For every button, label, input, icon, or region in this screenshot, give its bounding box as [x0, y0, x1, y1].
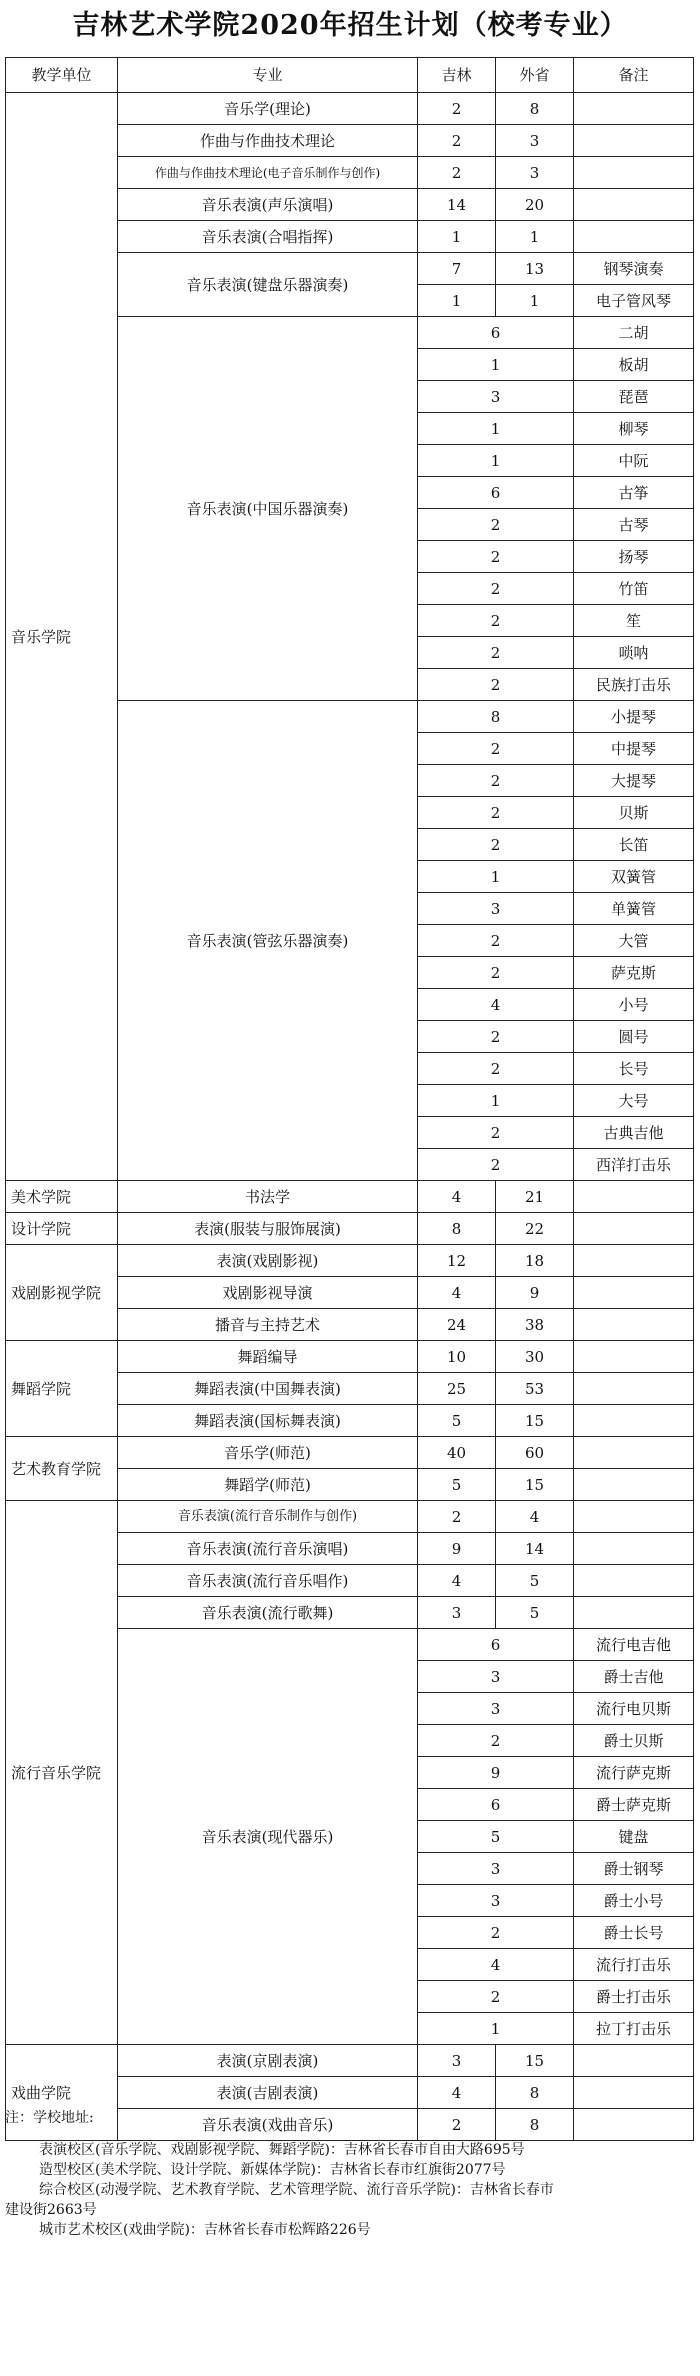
combined-count: 2 [418, 829, 574, 861]
major-cell: 书法学 [118, 1181, 418, 1213]
jilin-count: 24 [418, 1309, 496, 1341]
jilin-count: 3 [418, 2045, 496, 2077]
unit-cell: 戏曲学院 [6, 2045, 118, 2141]
page-title: 吉林艺术学院2020年招生计划（校考专业） [72, 10, 628, 41]
jilin-count: 2 [418, 93, 496, 125]
jilin-count: 2 [418, 2109, 496, 2141]
remark-cell: 爵士吉他 [574, 1661, 694, 1693]
major-cell: 表演(服装与服饰展演) [118, 1213, 418, 1245]
combined-count: 1 [418, 1085, 574, 1117]
combined-count: 2 [418, 1725, 574, 1757]
remark-cell: 大号 [574, 1085, 694, 1117]
address-notes [5, 2108, 695, 2240]
other-count: 13 [496, 253, 574, 285]
other-count: 18 [496, 1245, 574, 1277]
remark-cell: 爵士打击乐 [574, 1981, 694, 2013]
major-cell: 舞蹈编导 [118, 1341, 418, 1373]
jilin-count: 2 [418, 157, 496, 189]
remark-cell [574, 1213, 694, 1245]
combined-count: 1 [418, 413, 574, 445]
remark-cell: 长笛 [574, 829, 694, 861]
remark-cell: 双簧管 [574, 861, 694, 893]
combined-count: 1 [418, 445, 574, 477]
remark-cell: 萨克斯 [574, 957, 694, 989]
note-line: 城市艺术校区(戏曲学院)：吉林省长春市松辉路226号 [39, 2222, 371, 2238]
combined-count: 2 [418, 733, 574, 765]
notes-heading: 注：学校地址: [5, 2110, 94, 2126]
remark-cell: 爵士长号 [574, 1917, 694, 1949]
remark-cell: 大提琴 [574, 765, 694, 797]
unit-cell: 戏剧影视学院 [6, 1245, 118, 1341]
other-count: 30 [496, 1341, 574, 1373]
remark-cell [574, 157, 694, 189]
remark-cell: 爵士贝斯 [574, 1725, 694, 1757]
remark-cell: 板胡 [574, 349, 694, 381]
remark-cell [574, 189, 694, 221]
major-cell: 音乐表演(中国乐器演奏) [118, 317, 418, 701]
table-row [6, 1501, 694, 1533]
remark-cell [574, 1181, 694, 1213]
other-count: 60 [496, 1437, 574, 1469]
header-other: 外省 [496, 58, 574, 93]
major-cell: 作曲与作曲技术理论(电子音乐制作与创作) [118, 157, 418, 189]
jilin-count: 12 [418, 1245, 496, 1277]
other-count: 20 [496, 189, 574, 221]
jilin-count: 7 [418, 253, 496, 285]
other-count: 5 [496, 1565, 574, 1597]
remark-cell: 古筝 [574, 477, 694, 509]
remark-cell: 唢呐 [574, 637, 694, 669]
table-row [6, 1181, 694, 1213]
combined-count: 2 [418, 605, 574, 637]
remark-cell [574, 1469, 694, 1501]
table-body [6, 93, 694, 2141]
note-line: 表演校区(音乐学院、戏剧影视学院、舞蹈学院)：吉林省长春市自由大路695号 [39, 2142, 525, 2158]
enrollment-plan-table [5, 57, 694, 2141]
combined-count: 2 [418, 925, 574, 957]
remark-cell [574, 93, 694, 125]
remark-cell: 拉丁打击乐 [574, 2013, 694, 2045]
major-cell: 音乐表演(现代器乐) [118, 1629, 418, 2045]
major-cell: 音乐表演(声乐演唱) [118, 189, 418, 221]
remark-cell [574, 2077, 694, 2109]
unit-cell: 设计学院 [6, 1213, 118, 1245]
major-cell: 舞蹈学(师范) [118, 1469, 418, 1501]
remark-cell: 流行萨克斯 [574, 1757, 694, 1789]
combined-count: 1 [418, 861, 574, 893]
remark-cell [574, 125, 694, 157]
combined-count: 2 [418, 669, 574, 701]
combined-count: 4 [418, 989, 574, 1021]
table-row [6, 93, 694, 125]
remark-cell: 电子管风琴 [574, 285, 694, 317]
remark-cell [574, 1341, 694, 1373]
other-count: 3 [496, 157, 574, 189]
jilin-count: 2 [418, 125, 496, 157]
other-count: 8 [496, 2109, 574, 2141]
remark-cell [574, 1309, 694, 1341]
remark-cell: 爵士小号 [574, 1885, 694, 1917]
combined-count: 2 [418, 541, 574, 573]
major-cell: 音乐学(理论) [118, 93, 418, 125]
table-row [6, 2045, 694, 2077]
remark-cell: 中提琴 [574, 733, 694, 765]
combined-count: 4 [418, 1949, 574, 1981]
note-line: 综合校区(动漫学院、艺术教育学院、艺术管理学院、流行音乐学院)：吉林省长春市 建设街2663号 [5, 2182, 554, 2218]
combined-count: 2 [418, 573, 574, 605]
jilin-count: 3 [418, 1597, 496, 1629]
unit-cell: 艺术教育学院 [6, 1437, 118, 1501]
remark-cell: 流行打击乐 [574, 1949, 694, 1981]
combined-count: 2 [418, 957, 574, 989]
unit-cell: 舞蹈学院 [6, 1341, 118, 1437]
jilin-count: 5 [418, 1469, 496, 1501]
table-row [6, 1437, 694, 1469]
combined-count: 2 [418, 1149, 574, 1181]
jilin-count: 4 [418, 2077, 496, 2109]
jilin-count: 9 [418, 1533, 496, 1565]
major-cell: 舞蹈表演(国标舞表演) [118, 1405, 418, 1437]
other-count: 15 [496, 1469, 574, 1501]
combined-count: 1 [418, 349, 574, 381]
remark-cell: 流行电吉他 [574, 1629, 694, 1661]
major-cell: 音乐表演(管弦乐器演奏) [118, 701, 418, 1181]
other-count: 9 [496, 1277, 574, 1309]
other-count: 21 [496, 1181, 574, 1213]
header-remark: 备注 [574, 58, 694, 93]
remark-cell: 小提琴 [574, 701, 694, 733]
jilin-count: 14 [418, 189, 496, 221]
remark-cell [574, 1245, 694, 1277]
combined-count: 6 [418, 477, 574, 509]
combined-count: 6 [418, 1629, 574, 1661]
unit-cell: 流行音乐学院 [6, 1501, 118, 2045]
other-count: 22 [496, 1213, 574, 1245]
major-cell: 表演(戏剧影视) [118, 1245, 418, 1277]
remark-cell: 长号 [574, 1053, 694, 1085]
note-line: 造型校区(美术学院、设计学院、新媒体学院)：吉林省长春市红旗街2077号 [39, 2162, 506, 2178]
remark-cell: 大管 [574, 925, 694, 957]
jilin-count: 10 [418, 1341, 496, 1373]
table-row [6, 1245, 694, 1277]
major-cell: 音乐表演(戏曲音乐) [118, 2109, 418, 2141]
remark-cell: 古琴 [574, 509, 694, 541]
jilin-count: 4 [418, 1565, 496, 1597]
combined-count: 2 [418, 509, 574, 541]
header-unit: 教学单位 [6, 58, 118, 93]
jilin-count: 25 [418, 1373, 496, 1405]
combined-count: 5 [418, 1821, 574, 1853]
major-cell: 表演(吉剧表演) [118, 2077, 418, 2109]
other-count: 1 [496, 285, 574, 317]
jilin-count: 5 [418, 1405, 496, 1437]
remark-cell: 钢琴演奏 [574, 253, 694, 285]
remark-cell [574, 1533, 694, 1565]
jilin-count: 1 [418, 221, 496, 253]
remark-cell: 琵琶 [574, 381, 694, 413]
combined-count: 6 [418, 317, 574, 349]
unit-cell: 音乐学院 [6, 93, 118, 1181]
combined-count: 3 [418, 1853, 574, 1885]
remark-cell: 二胡 [574, 317, 694, 349]
remark-cell [574, 1565, 694, 1597]
combined-count: 3 [418, 381, 574, 413]
remark-cell: 民族打击乐 [574, 669, 694, 701]
combined-count: 3 [418, 1693, 574, 1725]
major-cell: 作曲与作曲技术理论 [118, 125, 418, 157]
combined-count: 1 [418, 2013, 574, 2045]
other-count: 14 [496, 1533, 574, 1565]
combined-count: 2 [418, 765, 574, 797]
jilin-count: 1 [418, 285, 496, 317]
other-count: 53 [496, 1373, 574, 1405]
jilin-count: 2 [418, 1501, 496, 1533]
combined-count: 2 [418, 637, 574, 669]
major-cell: 音乐表演(键盘乐器演奏) [118, 253, 418, 317]
remark-cell: 贝斯 [574, 797, 694, 829]
remark-cell: 笙 [574, 605, 694, 637]
major-cell: 音乐表演(合唱指挥) [118, 221, 418, 253]
combined-count: 2 [418, 1053, 574, 1085]
remark-cell: 爵士钢琴 [574, 1853, 694, 1885]
remark-cell: 中阮 [574, 445, 694, 477]
remark-cell [574, 2045, 694, 2077]
major-cell: 音乐表演(流行音乐制作与创作) [118, 1501, 418, 1533]
header-jilin: 吉林 [418, 58, 496, 93]
major-cell: 音乐表演(流行歌舞) [118, 1597, 418, 1629]
major-cell: 舞蹈表演(中国舞表演) [118, 1373, 418, 1405]
jilin-count: 4 [418, 1181, 496, 1213]
jilin-count: 8 [418, 1213, 496, 1245]
remark-cell [574, 221, 694, 253]
other-count: 5 [496, 1597, 574, 1629]
remark-cell: 古典吉他 [574, 1117, 694, 1149]
major-cell: 播音与主持艺术 [118, 1309, 418, 1341]
table-header-row [6, 58, 694, 93]
combined-count: 3 [418, 1661, 574, 1693]
combined-count: 2 [418, 1117, 574, 1149]
other-count: 8 [496, 93, 574, 125]
remark-cell: 西洋打击乐 [574, 1149, 694, 1181]
major-cell: 音乐表演(流行音乐演唱) [118, 1533, 418, 1565]
major-cell: 戏剧影视导演 [118, 1277, 418, 1309]
other-count: 38 [496, 1309, 574, 1341]
remark-cell [574, 1437, 694, 1469]
remark-cell: 扬琴 [574, 541, 694, 573]
combined-count: 3 [418, 893, 574, 925]
combined-count: 8 [418, 701, 574, 733]
major-cell: 表演(京剧表演) [118, 2045, 418, 2077]
table-row [6, 1213, 694, 1245]
remark-cell [574, 1597, 694, 1629]
other-count: 15 [496, 2045, 574, 2077]
header-major: 专业 [118, 58, 418, 93]
remark-cell: 柳琴 [574, 413, 694, 445]
remark-cell: 单簧管 [574, 893, 694, 925]
other-count: 15 [496, 1405, 574, 1437]
remark-cell: 流行电贝斯 [574, 1693, 694, 1725]
unit-cell: 美术学院 [6, 1181, 118, 1213]
combined-count: 2 [418, 1981, 574, 2013]
jilin-count: 4 [418, 1277, 496, 1309]
remark-cell [574, 1277, 694, 1309]
other-count: 1 [496, 221, 574, 253]
combined-count: 3 [418, 1885, 574, 1917]
major-cell: 音乐表演(流行音乐唱作) [118, 1565, 418, 1597]
remark-cell: 键盘 [574, 1821, 694, 1853]
table-row [6, 1341, 694, 1373]
remark-cell [574, 1405, 694, 1437]
other-count: 4 [496, 1501, 574, 1533]
combined-count: 2 [418, 1021, 574, 1053]
remark-cell [574, 1373, 694, 1405]
other-count: 3 [496, 125, 574, 157]
other-count: 8 [496, 2077, 574, 2109]
remark-cell: 圆号 [574, 1021, 694, 1053]
remark-cell: 爵士萨克斯 [574, 1789, 694, 1821]
jilin-count: 40 [418, 1437, 496, 1469]
combined-count: 2 [418, 1917, 574, 1949]
remark-cell [574, 1501, 694, 1533]
combined-count: 6 [418, 1789, 574, 1821]
remark-cell: 小号 [574, 989, 694, 1021]
remark-cell: 竹笛 [574, 573, 694, 605]
combined-count: 2 [418, 797, 574, 829]
combined-count: 9 [418, 1757, 574, 1789]
major-cell: 音乐学(师范) [118, 1437, 418, 1469]
